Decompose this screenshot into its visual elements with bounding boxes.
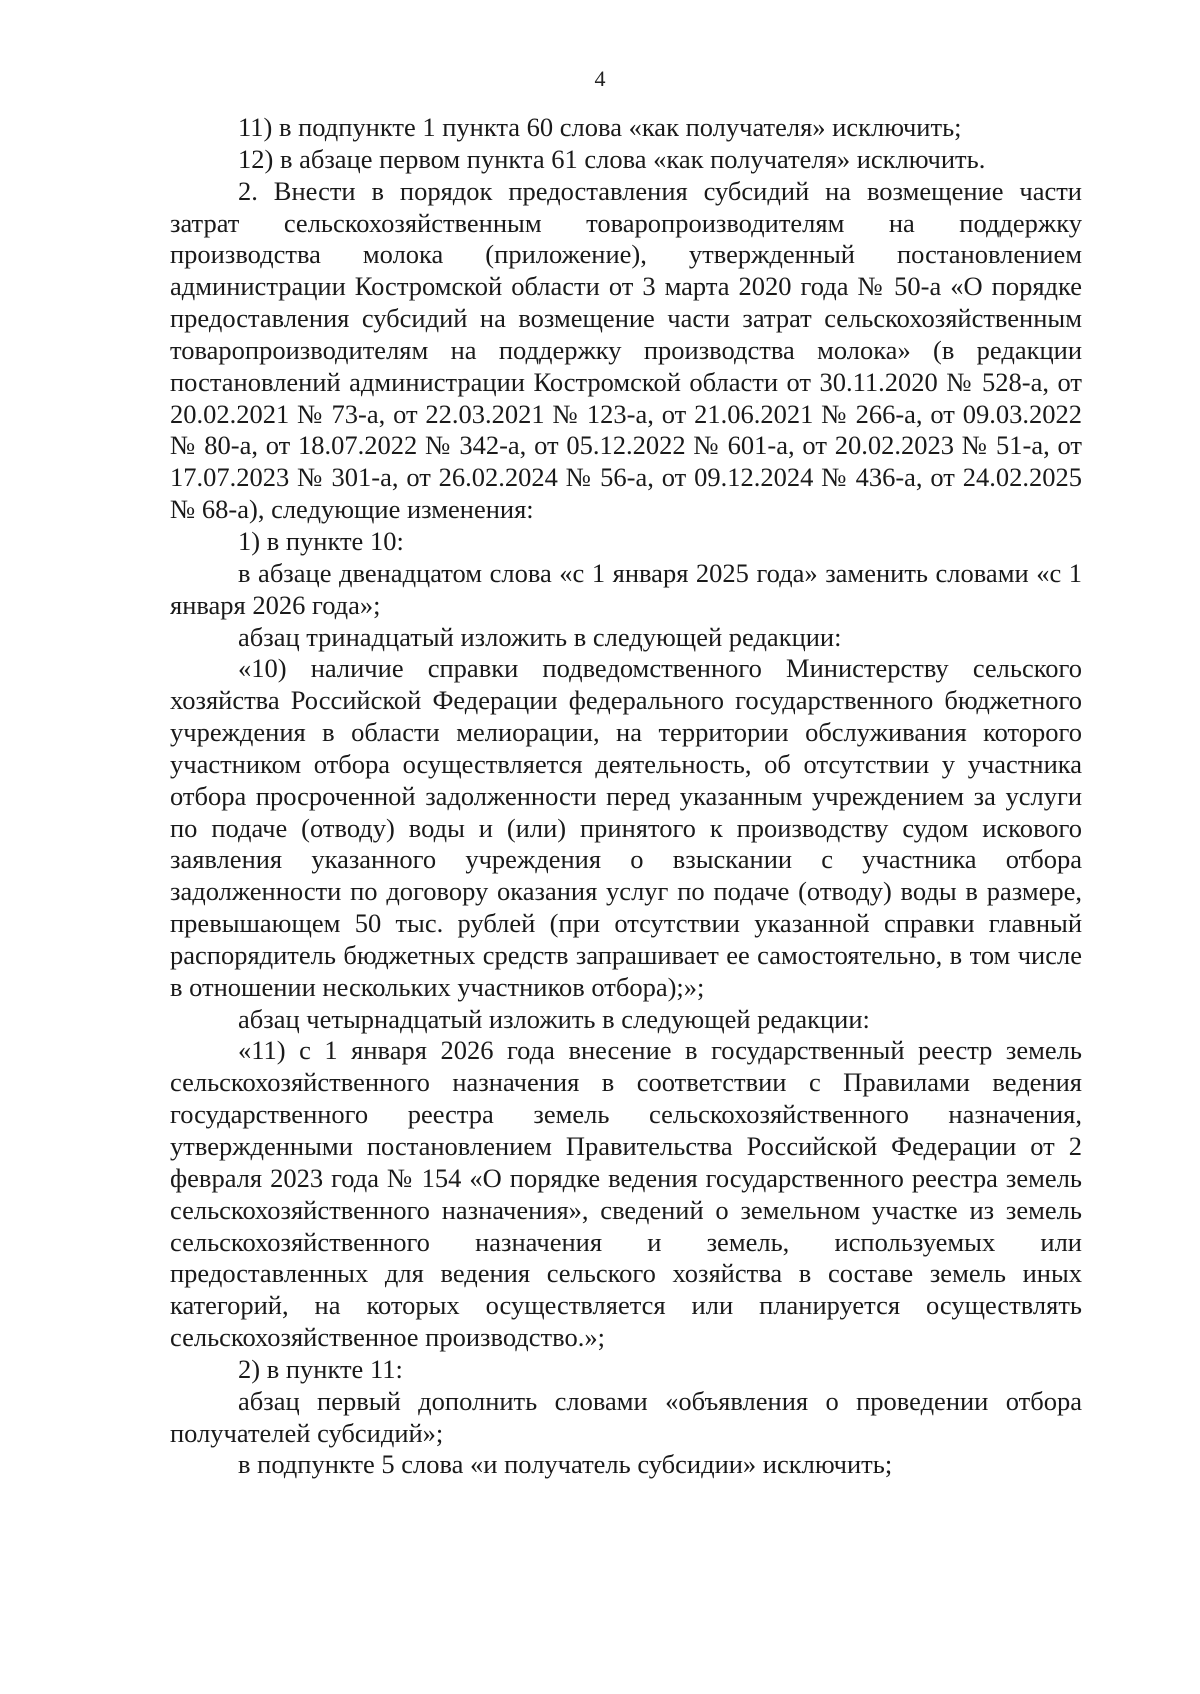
paragraph-subpoint-5: в подпункте 5 слова «и получатель субсидии» исключить;: [238, 1449, 893, 1480]
paragraph-abzac-12: в абзаце двенадцатом слова «с 1 января 2025 года» заменить словами «с 1 января 2026 года»;: [170, 557, 1082, 620]
paragraph-item-12: 12) в абзаце первом пункта 61 слова «как получателя» исключить.: [238, 143, 986, 174]
paragraph-point-10: 1) в пункте 10:: [238, 525, 404, 556]
page-number: 4: [594, 66, 606, 91]
paragraph-point-11: 2) в пункте 11:: [238, 1353, 403, 1384]
document-body: [170, 112, 1082, 1481]
paragraph-section-2: 2. Внести в порядок предоставления субсидий на возмещение части затрат сельскохозяйственным товаропроизводителям на поддержку производства молока (приложение), утвержденный постановлением администрации Костромской области от 3 марта 2020 года № 50-а «О порядке предоставления субсидий на возмещение части затрат сельскохозяйственным товаропроизводителям на поддержку производства молока» (в редакции постановлений администрации Костромской области от 30.11.2020 № 528-а, от 20.02.2021 № 73-а, от 22.03.2021 № 123-а, от 21.06.2021 № 266-а, от 09.03.2022 № 80-а, от 18.07.2022 № 342-а, от 05.12.2022 № 601-а, от 20.02.2023 № 51-а, от 17.07.2023 № 301-а, от 26.02.2024 № 56-а, от 09.12.2024 № 436-а, от 24.02.2025 № 68-а), следующие изменения:: [170, 175, 1082, 525]
paragraph-new-item-10: «10) наличие справки подведомственного Министерству сельского хозяйства Российской Федерации федерального государственного бюджетного учреждения в области мелиорации, на территории обслуживания которого участником отбора осуществляется деятельность, об отсутствии у участника отбора просроченной задолженности перед указанным учреждением за услуги по подаче (отводу) воды и (или) принятого к производству судом искового заявления указанного учреждения о взыскании с участника отбора задолженности по договору оказания услуг по подаче (отводу) воды в размере, превышающем 50 тыс. рублей (при отсутствии указанной справки главный распорядитель бюджетных средств запрашивает ее самостоятельно, в том числе в отношении нескольких участников отбора);»;: [170, 653, 1082, 1002]
paragraph-abzac-14-intro: абзац четырнадцатый изложить в следующей редакции:: [238, 1003, 870, 1034]
paragraph-abzac-13-intro: абзац тринадцатый изложить в следующей редакции:: [238, 621, 842, 652]
paragraph-new-item-11: «11) с 1 января 2026 года внесение в государственный реестр земель сельскохозяйственного назначения в соответствии с Правилами ведения государственного реестра земель сельскохозяйственного назначения, утвержденными постановлением Правительства Российской Федерации от 2 февраля 2023 года № 154 «О порядке ведения государственного реестра земель сельскохозяйственного назначения», сведений о земельном участке из земель сельскохозяйственного назначения и земель, используемых или предоставленных для ведения сельского хозяйства в составе земель иных категорий, на которых осуществляется или планируется осуществлять сельскохозяйственное производство.»;: [170, 1035, 1082, 1353]
paragraph-item-11: 11) в подпункте 1 пункта 60 слова «как получателя» исключить;: [238, 112, 962, 142]
paragraph-abzac-1-add: абзац первый дополнить словами «объявления о проведении отбора получателей субсидий»;: [170, 1385, 1082, 1448]
